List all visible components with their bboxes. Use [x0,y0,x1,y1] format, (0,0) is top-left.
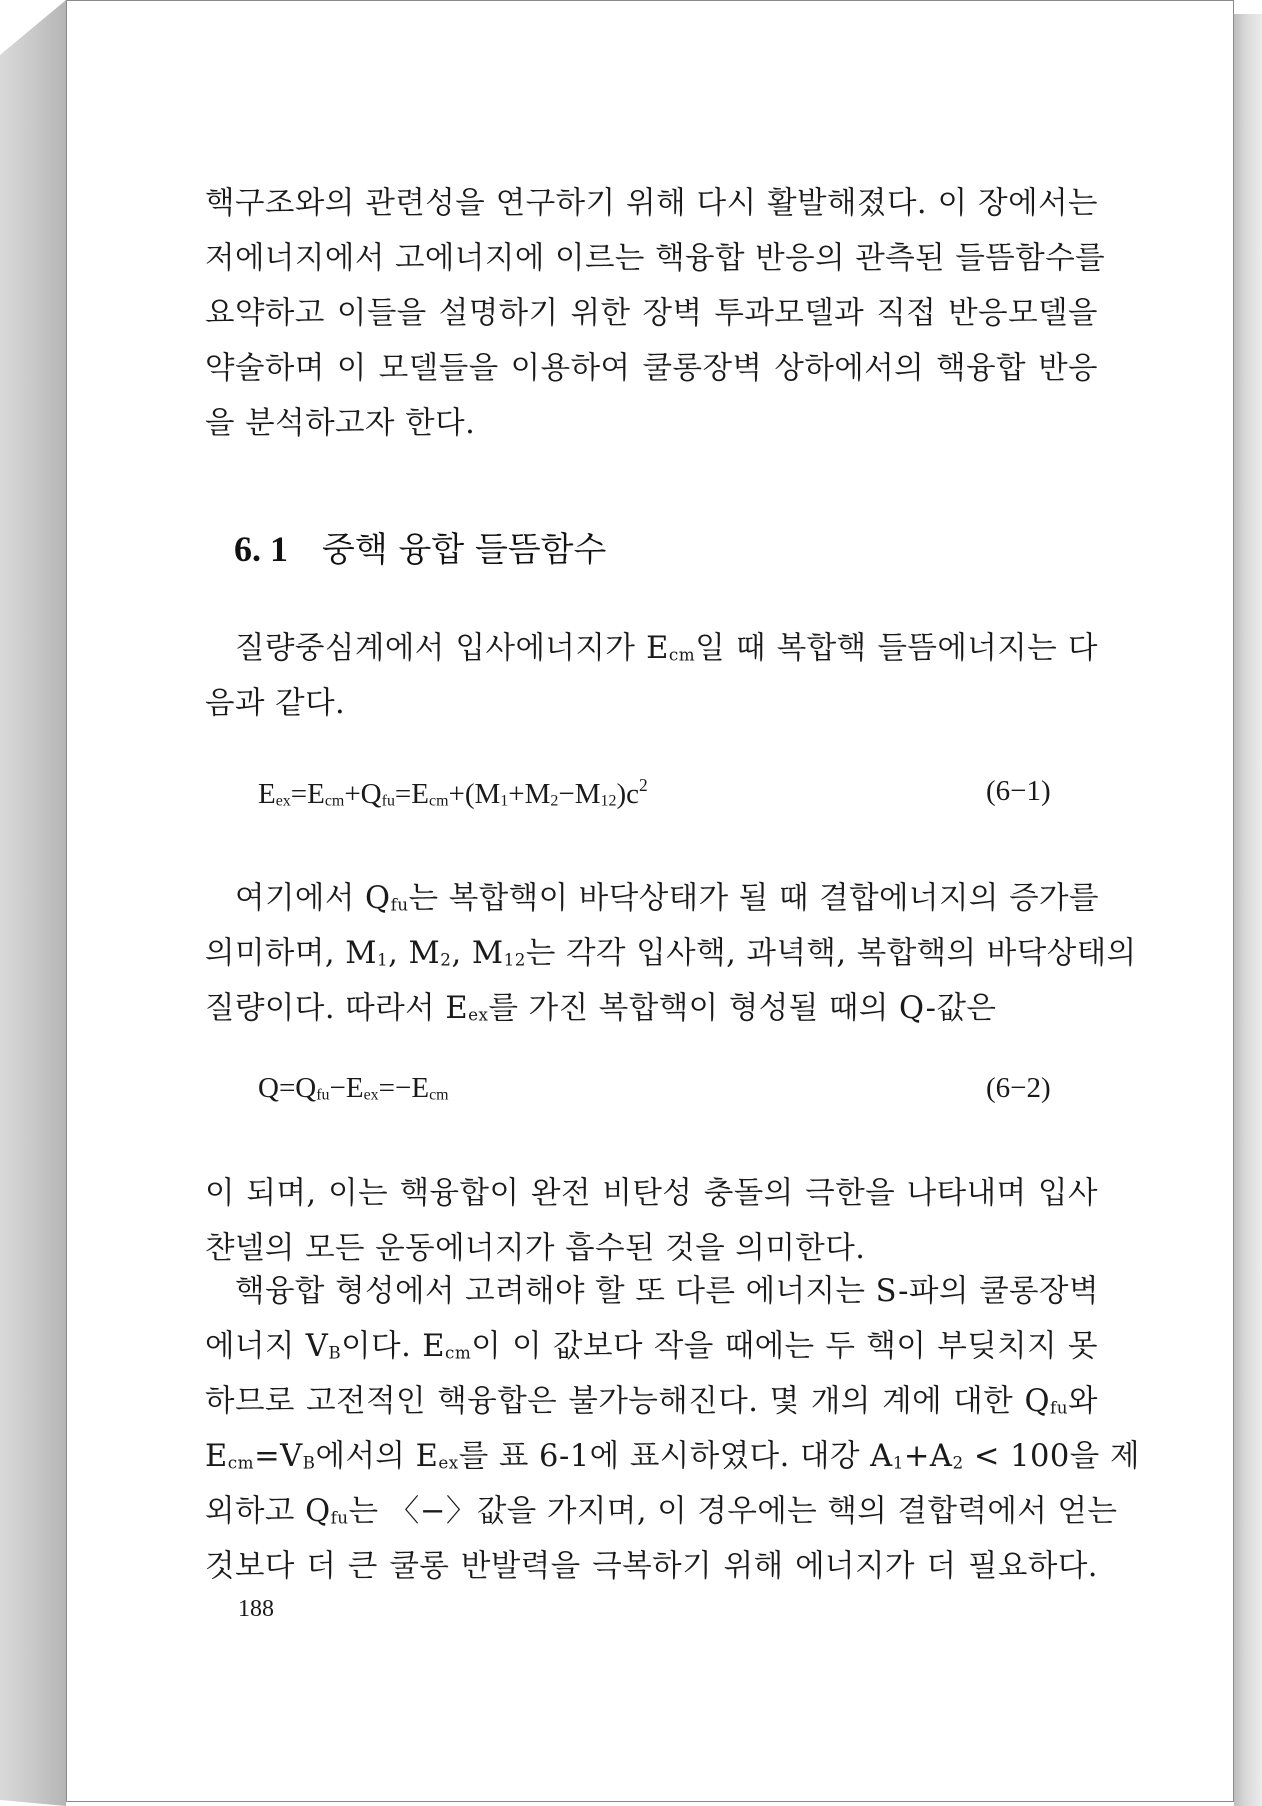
text-line: 의미하며, M1, M2, M12는 각각 입사핵, 과녁핵, 복합핵의 바닥상태의 [205,936,1137,971]
text-span: 일 때 복합핵 들뜸에너지는 다 [695,631,1098,666]
book-spine [0,0,66,1806]
text-line: 에너지 VB이다. Ecm이 이 값보다 작을 때에는 두 핵이 부딪치지 못 [205,1329,1098,1364]
text-line: 핵구조와의 관련성을 연구하기 위해 다시 활발해졌다. 이 장에서는 [205,186,1098,221]
text-line: 약술하며 이 모델들을 이용하여 쿨롱장벽 상하에서의 핵융합 반응 [205,351,1098,386]
text-line: 음과 같다. [205,686,346,721]
equation-number-6-2: (6−2) [986,1072,1051,1104]
equation-6-2: Q=Qfu−Eex=−Ecm [258,1072,449,1104]
page-edge-shadow [1234,14,1262,1806]
page-corner [1234,0,1262,14]
section-number: 6. 1 [234,529,288,569]
spine-top-corner [0,0,66,55]
text-line: 핵융합 형성에서 고려해야 할 또 다른 에너지는 S-파의 쿨롱장벽 [235,1274,1099,1309]
text-line: 질량이다. 따라서 Eex를 가진 복합핵이 형성될 때의 Q-값은 [205,991,997,1026]
text-line: Ecm=VB에서의 Eex를 표 6-1에 표시하였다. 대강 A1+A2 < 100을 제 [205,1439,1140,1474]
text-line: 것보다 더 큰 쿨롱 반발력을 극복하기 위해 에너지가 더 필요하다. [205,1549,1098,1584]
page-number: 188 [238,1596,274,1622]
text-line: 하므로 고전적인 핵융합은 불가능해진다. 몇 개의 계에 대한 Qfu와 [205,1384,1098,1419]
text-line [205,623,1098,667]
spine-bottom-corner [0,1800,66,1806]
text-line: 저에너지에서 고에너지에 이르는 핵융합 반응의 관측된 들뜸함수를 [205,241,1106,276]
subscript: cm [668,644,696,665]
text-line: 을 분석하고자 한다. [205,406,476,441]
text-line: 여기에서 Qfu는 복합핵이 바닥상태가 될 때 결합에너지의 증가를 [235,881,1099,916]
equation-6-1: $Eex=Ecm+Qfu=Ecm+(M1+M2-M12)c^2$ [258,775,648,811]
text-line: 이 되며, 이는 핵융합이 완전 비탄성 충돌의 극한을 나타내며 입사 [205,1176,1098,1211]
text-line: 챤넬의 모든 운동에너지가 흡수된 것을 의미한다. [205,1231,866,1266]
section-heading [234,522,606,571]
equation-number-6-1: (6−1) [986,775,1051,807]
section-title: 중핵 융합 들뜸함수 [322,530,607,570]
text-line: 외하고 Qfu는 〈−〉값을 가지며, 이 경우에는 핵의 결합력에서 얻는 [205,1494,1118,1529]
text-line: 요약하고 이들을 설명하기 위한 장벽 투과모델과 직접 반응모델을 [205,296,1098,331]
text-span: 질량중심계에서 입사에너지가 E [235,631,669,666]
